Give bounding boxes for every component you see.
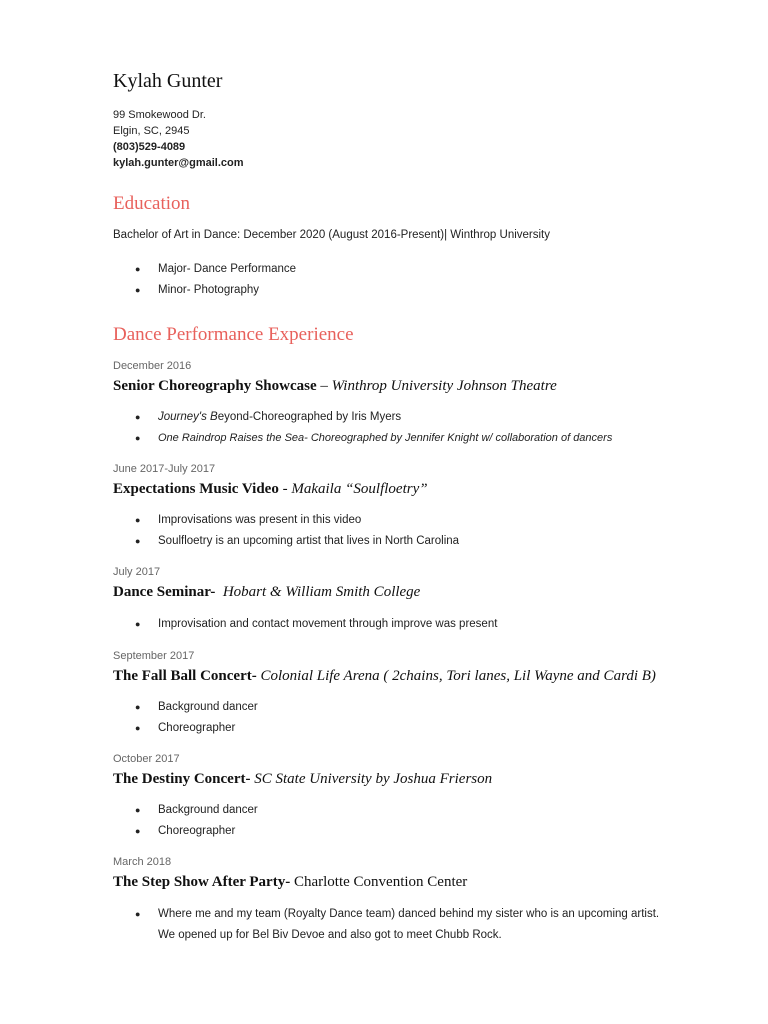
bullet-icon: ● [135, 826, 141, 836]
list-item: ● Journey's Beyond-Choreographed by Iris Myers [113, 407, 668, 428]
list-item: ● Improvisations was present in this video [113, 510, 668, 531]
applicant-name: Kylah Gunter [113, 70, 223, 92]
bullet-icon: ● [135, 412, 141, 422]
entry-bullets [113, 407, 668, 449]
entry-title: Senior Choreography Showcase – Winthrop University Johnson Theatre [113, 378, 557, 394]
address-line-2: Elgin, SC, 2945 [113, 125, 190, 137]
entry-bullets [113, 697, 668, 739]
entry-title [113, 771, 492, 788]
list-item: ● Background dancer [113, 800, 668, 821]
entry-title [113, 584, 420, 601]
entry-location: Winthrop University Johnson Theatre [331, 378, 557, 394]
entry-bullets [113, 614, 668, 635]
education-heading: Education [113, 193, 191, 214]
entry-title [113, 874, 467, 891]
list-item: ● Improvisation and contact movement through improve was present [113, 614, 668, 635]
list-item: ● Minor- Photography [113, 280, 668, 301]
entry-date: December 2016 [113, 360, 192, 372]
entry-title [113, 668, 656, 685]
entry-date: June 2017-July 2017 [113, 463, 216, 475]
bullet-icon: ● [135, 536, 141, 546]
entry-bullets [113, 510, 668, 552]
entry-org: The Step Show After Party- [113, 874, 291, 890]
entry-org: Senior Choreography Showcase [113, 378, 317, 394]
entry-date: July 2017 [113, 566, 161, 578]
degree-line: Bachelor of Art in Dance: December 2020 (August 2016-Present)| Winthrop University [113, 229, 550, 241]
entry-date: September 2017 [113, 650, 195, 662]
entry-date: March 2018 [113, 856, 172, 868]
entry-date: October 2017 [113, 753, 180, 765]
address-line-1: 99 Smokewood Dr. [113, 109, 206, 121]
entry-location: Charlotte Convention Center [293, 874, 468, 890]
entry-location: Colonial Life Arena ( 2chains, Tori lanes, Lil Wayne and Cardi B) [260, 668, 656, 684]
entry-org: Dance Seminar- [113, 584, 216, 600]
entry-location: Makaila “Soulfloetry” [291, 481, 428, 497]
list-item: ● Choreographer [113, 821, 668, 842]
list-item: ● Background dancer [113, 697, 668, 718]
list-item: ● Where me and my team (Royalty Dance team) danced behind my sister who is an upcoming artist. We opened up for Bel Biv Devoe and also got to meet Chubb Rock. [113, 904, 668, 946]
bullet-icon: ● [135, 723, 141, 733]
contact-block [113, 107, 244, 171]
bullet-icon: ● [135, 619, 141, 629]
bullet-icon: ● [135, 805, 141, 815]
bullet-icon: ● [135, 909, 141, 919]
list-item: ● Choreographer [113, 718, 668, 739]
bullet-icon: ● [135, 285, 141, 295]
phone-number: (803)529-4089 [113, 141, 186, 153]
entry-title: Expectations Music Video - Makaila “Soulfloetry” [113, 481, 428, 497]
entry-bullets [113, 904, 668, 946]
experience-heading: Dance Performance Experience [113, 324, 354, 345]
bullet-icon: ● [135, 264, 141, 274]
entry-org: The Fall Ball Concert- [113, 668, 257, 684]
education-bullets [113, 259, 668, 301]
entry-org: Expectations Music Video [113, 481, 279, 497]
list-item: ● Soulfloetry is an upcoming artist that lives in North Carolina [113, 531, 668, 552]
list-item: ● Major- Dance Performance [113, 259, 668, 280]
bullet-icon: ● [135, 702, 141, 712]
bullet-icon: ● [135, 515, 141, 525]
email-address: kylah.gunter@gmail.com [113, 157, 244, 169]
bullet-icon: ● [135, 433, 141, 443]
entry-org: The Destiny Concert- [113, 771, 251, 787]
entry-location: SC State University by Joshua Frierson [254, 771, 493, 787]
list-item: ● One Raindrop Raises the Sea- Choreographed by Jennifer Knight w/ collaboration of dancers [113, 428, 668, 449]
entry-bullets [113, 800, 668, 842]
entry-location: Hobart & William Smith College [222, 584, 421, 600]
